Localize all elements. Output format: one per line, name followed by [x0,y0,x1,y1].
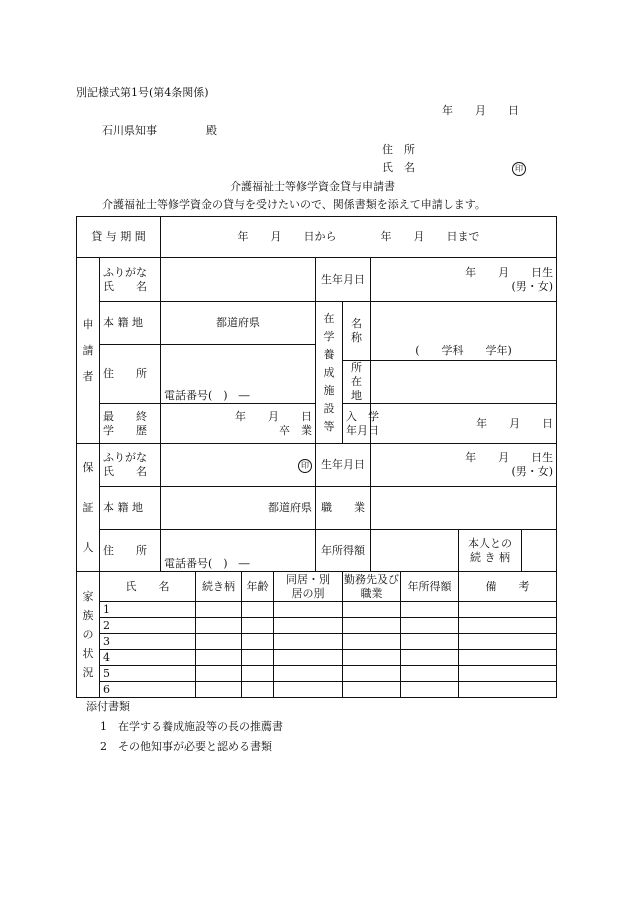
period-label: 貸 与 期 間 [77,217,161,258]
family-row-age[interactable] [242,650,274,666]
guarantor-relation-field[interactable] [522,530,557,572]
family-row-cohabitation[interactable] [274,634,343,650]
family-header-name: 氏 名 [100,572,196,602]
family-row-cohabitation[interactable] [274,682,343,698]
applicant-education-value[interactable]: 年 月 日 卒 業 [161,404,316,444]
applicant-gender: (男・女) [511,279,554,293]
family-row-name[interactable]: 3 [100,634,196,650]
family-row-cohabitation[interactable] [274,618,343,634]
seal-icon: 印 [298,459,312,473]
family-row-cohabitation[interactable] [274,602,343,618]
guarantor-domicile-field[interactable] [161,487,316,530]
guarantor-domicile-label: 本 籍 地 [100,487,161,530]
attachment-item: 2 その他知事が必要と認める書類 [100,740,272,753]
date-line: 年 月 日 [442,104,519,117]
attachments-title: 添付書類 [86,700,130,713]
family-header-relation: 続き柄 [196,572,242,602]
family-row-remarks[interactable] [459,682,557,698]
guarantor-gender: (男・女) [511,465,554,478]
applicant-address-label: 住 所 [100,345,161,404]
family-row-name[interactable]: 4 [100,650,196,666]
applicant-phone-label: 電話番号( ) ― [164,389,250,402]
guarantor-income-field[interactable] [371,530,459,572]
family-row-age[interactable] [242,602,274,618]
applicant-birth-label: 生年月日 [316,258,371,302]
family-row-relation[interactable] [196,602,242,618]
applicant-name-label: 氏 名 [382,161,415,174]
family-row-remarks[interactable] [459,666,557,682]
family-header-cohabitation: 同居・別 居の別 [274,572,343,602]
family-row-cohabitation[interactable] [274,650,343,666]
applicant-domicile-value: 都道府県 [216,316,260,329]
family-row-relation[interactable] [196,618,242,634]
applicant-domicile-field[interactable] [161,302,316,345]
family-row-name[interactable]: 1 [100,602,196,618]
guarantor-birth-field[interactable] [371,444,557,487]
form-number: 別記様式第1号(第4条関係) [76,86,209,99]
application-form-table [76,216,557,698]
school-location-label: 所在地 [343,361,371,404]
family-row-income[interactable] [401,634,459,650]
applicant-name-field[interactable] [161,258,316,302]
guarantor-phone-label: 電話番号( ) ― [164,557,250,570]
family-header-age: 年齢 [242,572,274,602]
family-row-employer[interactable] [343,682,401,698]
guarantor-birth-label: 生年月日 [316,444,371,487]
school-location-field[interactable] [371,361,557,404]
guarantor-income-label: 年所得額 [316,530,371,572]
form-title: 介護福祉士等修学資金貸与申請書 [230,180,395,193]
school-name-field[interactable] [371,302,557,361]
guarantor-domicile-value: 都道府県 [268,501,312,514]
applicant-address-label: 住 所 [382,143,415,156]
form-statement: 介護福祉士等修学資金の貸与を受けたいので、関係書類を添えて申請します。 [102,198,486,211]
family-row-income[interactable] [401,650,459,666]
addressee: 石川県知事 [102,124,157,137]
admission-date-label: 入 学 年月日 [343,404,371,444]
family-row-age[interactable] [242,666,274,682]
family-row-age[interactable] [242,634,274,650]
family-row-income[interactable] [401,682,459,698]
family-row-employer[interactable] [343,602,401,618]
guarantor-occupation-label: 職 業 [316,487,371,530]
family-row-remarks[interactable] [459,618,557,634]
guarantor-birth-value: 年 月 日生 [465,451,554,464]
family-row-relation[interactable] [196,682,242,698]
family-row-relation[interactable] [196,650,242,666]
applicant-furigana-name-label: ふりがな 氏 名 [100,258,161,302]
family-row-remarks[interactable] [459,602,557,618]
applicant-birth-field[interactable] [371,258,557,302]
admission-date-value[interactable]: 年 月 日 [371,404,557,444]
applicant-group-label: 申 請 者 [82,317,94,383]
family-row-relation[interactable] [196,634,242,650]
family-row-employer[interactable] [343,666,401,682]
guarantor-relation-label: 本人との 続 き 柄 [459,530,522,572]
family-row-age[interactable] [242,618,274,634]
family-header-income: 年所得額 [401,572,459,602]
school-name-label: 名 称 [343,302,371,361]
honorific: 殿 [206,124,217,137]
applicant-education-label: 最 終 学 歴 [100,404,161,444]
family-row-name[interactable]: 2 [100,618,196,634]
family-row-employer[interactable] [343,650,401,666]
guarantor-occupation-field[interactable] [371,487,557,530]
school-name-value: ( 学科 学年) [415,344,512,357]
guarantor-name-field[interactable] [161,444,316,487]
family-header-employer: 勤務先及び職業 [344,572,399,600]
family-header-remarks: 備 考 [459,572,557,602]
family-row-employer[interactable] [343,618,401,634]
family-row-relation[interactable] [196,666,242,682]
family-row-cohabitation[interactable] [274,666,343,682]
family-row-remarks[interactable] [459,650,557,666]
applicant-domicile-label: 本 籍 地 [100,302,161,345]
guarantor-address-field[interactable] [161,530,316,572]
family-row-income[interactable] [401,666,459,682]
period-value[interactable]: 年 月 日から 年 月 日まで [161,217,557,258]
seal-icon: 印 [512,162,526,176]
family-row-employer[interactable] [343,634,401,650]
family-group-label: 家 族 の 状 況 [82,590,94,679]
applicant-birth-value: 年 月 日生 [465,265,554,279]
guarantor-furigana-name-label: ふりがな 氏 名 [100,444,161,487]
family-row-age[interactable] [242,682,274,698]
family-row-name[interactable]: 5 [100,666,196,682]
attachment-item: 1 在学する養成施設等の長の推薦書 [100,720,283,733]
guarantor-address-label: 住 所 [100,530,161,572]
family-row-income[interactable] [401,602,459,618]
guarantor-group-label: 保 証 人 [82,460,94,554]
school-group-label: 在 学 養 成 施 設 等 [323,311,335,433]
family-row-name[interactable]: 6 [100,682,196,698]
applicant-address-field[interactable] [161,345,316,404]
family-row-income[interactable] [401,618,459,634]
family-row-remarks[interactable] [459,634,557,650]
